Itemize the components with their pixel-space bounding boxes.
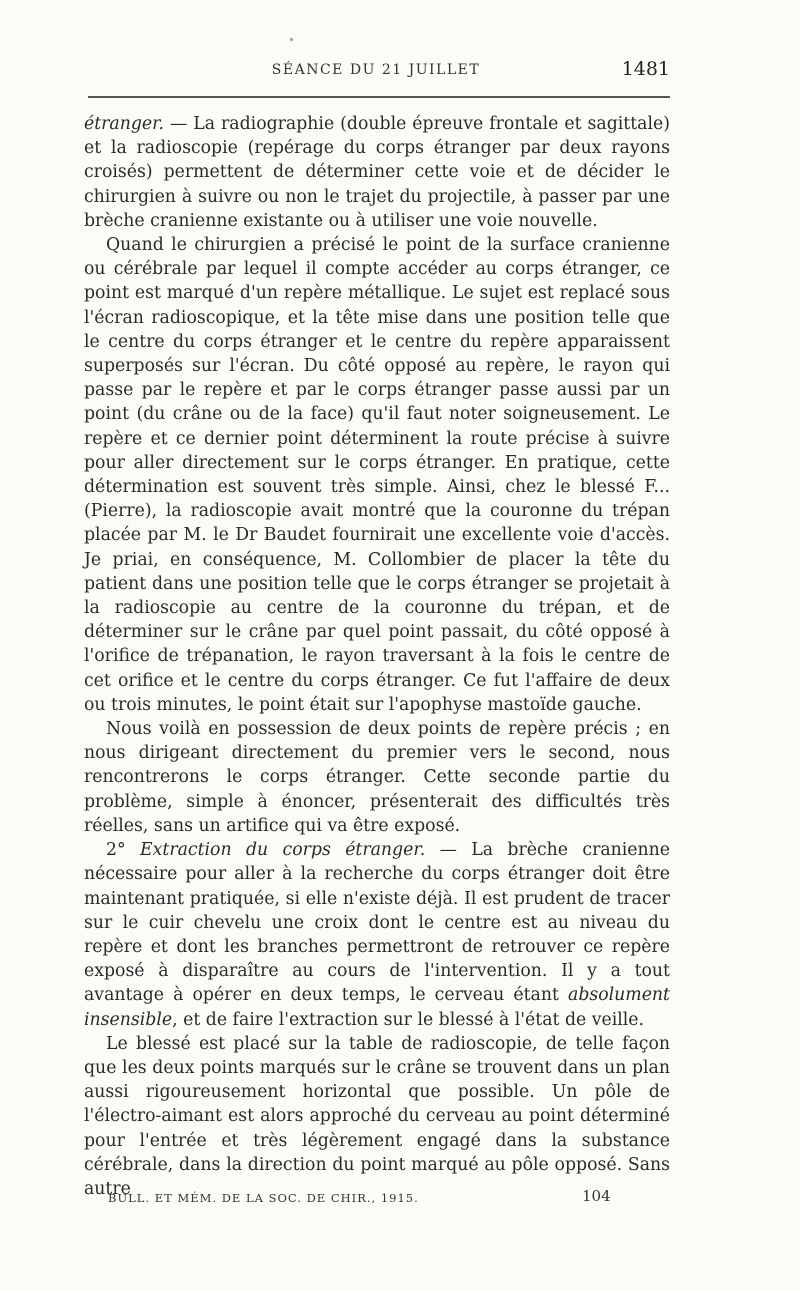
paragraph-1	[84, 112, 670, 233]
section-number: 2°	[106, 840, 126, 861]
header-rule	[88, 96, 670, 98]
paragraph-text: — La brèche cranienne nécessaire pour aller à la recherche du corps étranger doit être maintenant pratiquée, si elle n'existe déjà. Il est prudent de tracer sur le cuir chevelu une croix dont le centre est au niveau du repère et dont les branches permettront de retrouver ce repère exposé à disparaître au cours de l'intervention. Il y a tout avantage à opérer en deux temps, le cerveau étant	[84, 840, 671, 1006]
paragraph-3: Nous voilà en possession de deux points de repère précis ; en nous dirigeant directement du premier vers le second, nous rencontrerons le corps étranger. Cette seconde partie du problème, simple à énoncer, présenterait des difficultés très réelles, sans un artifice qui va être exposé.	[84, 719, 670, 836]
continued-term: étranger.	[84, 114, 165, 134]
running-title: SÉANCE DU 21 JUILLET	[271, 62, 481, 78]
page-number: 1481	[621, 58, 670, 80]
footer-citation: BULL. ET MÉM. DE LA SOC. DE CHIR., 1915.	[108, 1191, 419, 1205]
top-mark	[290, 38, 293, 41]
paragraph-5: Le blessé est placé sur la table de radioscopie, de telle façon que les deux points marqués sur le crâne se trouvent dans un plan aussi rigoureusement horizontal que possible. Un pôle de l'électro-aimant est alors approché du cerveau au point déterminé pour l'entrée et très légèrement engagé dans la substance cérébrale, dans la direction du point marqué au pôle opposé. Sans autre	[84, 1033, 670, 1199]
paragraph-text: — La radiographie (double épreuve frontale et sagittale) et la radioscopie (repérage du corps étranger par deux rayons croisés) permettent de déterminer cette voie et de décider le chirurgien à suivre ou non le trajet du projectile, à passer par une brèche cranienne existante ou à utiliser une voie nouvelle.	[84, 114, 670, 231]
paragraph-2: Quand le chirurgien a précisé le point de la surface cranienne ou cérébrale par lequel il compte accéder au corps étranger, ce point est marqué d'un repère métallique. Le sujet est replacé sous l'écran radioscopique, et la tête mise dans une position telle que le centre du corps étranger et le centre du repère apparaissent superposés sur l'écran. Du côté opposé au repère, le rayon qui passe par le repère et par le corps étranger passe aussi par un point (du crâne ou de la face) qu'il faut noter soigneusement. Le repère et ce dernier point déterminent la route précise à suivre pour aller directement sur le corps étranger. En pratique, cette détermination est souvent très simple. Ainsi, chez le blessé F... (Pierre), la radioscopie avait montré que la couronne du trépan placée par M. le Dr Baudet fournirait une excellente voie d'accès. Je priai, en conséquence, M. Collombier de placer la tête du patient dans une position telle que le corps étranger se projetait à la radioscopie au centre de la couronne du trépan, et de déterminer sur le crâne par quel point passait, du côté opposé à l'orifice de trépanation, le rayon traversant à la fois le centre de cet orifice et le centre du corps étranger. Ce fut l'affaire de deux ou trois minutes, le point était sur l'apophyse mastoïde gauche.	[84, 235, 670, 715]
section-heading: Extraction du corps étranger.	[140, 840, 426, 861]
emphasis: absolument insensible	[84, 985, 670, 1030]
body-text	[84, 112, 670, 1201]
paragraph-text: , et de faire l'extraction sur le blessé à l'état de veille.	[172, 1009, 645, 1030]
paragraph-4	[84, 838, 670, 1032]
page-header	[82, 58, 670, 88]
footer-signature: 104	[582, 1187, 611, 1205]
